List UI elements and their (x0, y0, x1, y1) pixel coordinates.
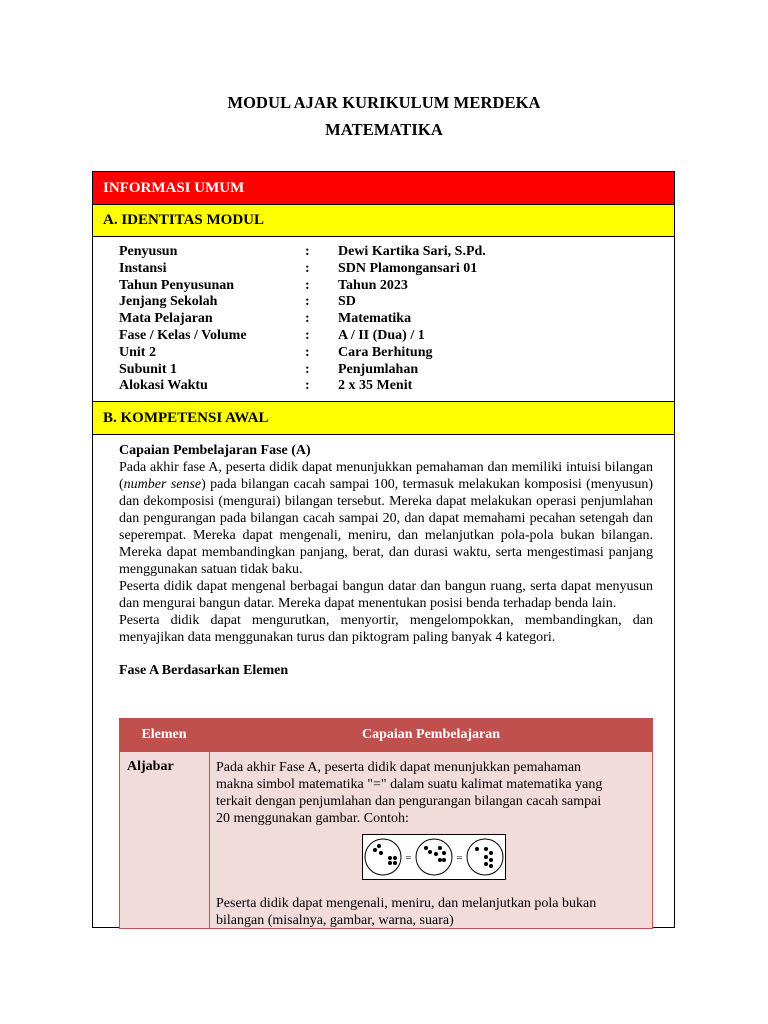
document-subtitle: MATEMATIKA (325, 120, 443, 139)
identitas-value: Tahun 2023 (338, 277, 408, 293)
equals-sign: = (405, 852, 412, 864)
capaian-heading: Capaian Pembelajaran Fase (A) (119, 443, 311, 458)
capaian-line: makna simbol matematika "=" dalam suatu kalimat matematika yang (216, 777, 603, 792)
identitas-value: Matematika (338, 311, 412, 327)
capaian-line: terkait dengan penjumlahan dan pengurangan bilangan cacah sampai (216, 794, 602, 809)
identitas-colon: : (305, 344, 310, 360)
identitas-value: Dewi Kartika Sari, S.Pd. (338, 244, 486, 259)
identitas-key: Alokasi Waktu (119, 378, 208, 394)
identitas-colon: : (305, 327, 310, 343)
identitas-colon: : (305, 277, 310, 293)
identitas-key: Fase / Kelas / Volume (119, 327, 247, 343)
kompetensi-body (119, 442, 653, 679)
identitas-key: Subunit 1 (119, 361, 177, 377)
identitas-value: SD (338, 294, 356, 310)
section-informasi-umum: INFORMASI UMUM (93, 172, 674, 205)
identitas-row (119, 378, 659, 395)
identitas-key: Tahun Penyusunan (119, 277, 235, 293)
paragraph-text: ) pada bilangan cacah sampai 100, termasuk melakukan komposisi (menyusun) dan dekomposisi (mengurai) bilangan tersebut. Mereka dapat melakukan operasi penjumlahan dan pengurangan pada bilangan cacah sampai 20, dan dapat memahami pecahan setengah dan seperempat. Mereka dapat mengenali, meniru, dan melanjutkan pola-pola bukan bilangan. Mereka dapat membandingkan panjang, berat, dan durasi waktu, serta mengestimasi panjang menggunakan satuan tidak baku. (119, 477, 653, 577)
identitas-value: A / II (Dua) / 1 (338, 327, 425, 343)
table-header-capaian: Capaian Pembelajaran (209, 718, 653, 751)
identitas-row (119, 278, 659, 295)
capaian-paragraph-2: Peserta didik dapat mengenal berbagai bangun datar dan bangun ruang, serta dapat menyusun dan mengurai bangun datar. Mereka dapat menentukan posisi benda terhadap benda lain. (119, 579, 653, 611)
table-header-elemen: Elemen (119, 718, 209, 751)
identitas-key: Jenjang Sekolah (119, 294, 218, 310)
identitas-value: Cara Berhitung (338, 344, 433, 360)
identitas-key: Unit 2 (119, 344, 156, 360)
capaian-line: Peserta didik dapat mengenali, meniru, dan melanjutkan pola bukan (216, 896, 597, 911)
identitas-colon: : (305, 361, 310, 377)
identitas-row (119, 244, 659, 261)
section-kompetensi-awal: B. KOMPETENSI AWAL (93, 401, 674, 435)
identitas-colon: : (305, 260, 310, 276)
dot-equation-figure (362, 834, 506, 880)
identitas-colon: : (305, 244, 310, 259)
identitas-key: Mata Pelajaran (119, 311, 213, 327)
identitas-value: Penjumlahan (338, 361, 419, 377)
identitas-colon: : (305, 294, 310, 310)
identitas-row (119, 328, 659, 345)
table-cell-capaian (209, 751, 653, 929)
identitas-colon: : (305, 378, 310, 394)
document-title: MODUL AJAR KURIKULUM MERDEKA (227, 93, 541, 112)
capaian-line: 20 menggunakan gambar. Contoh: (216, 811, 409, 826)
identitas-value: SDN Plamongansari 01 (338, 260, 478, 276)
identitas-colon: : (305, 311, 310, 327)
equals-sign: = (456, 852, 463, 864)
identitas-row (119, 261, 659, 278)
fase-heading: Fase A Berdasarkan Elemen (119, 663, 289, 678)
capaian-line: bilangan (misalnya, gambar, warna, suara) (216, 913, 454, 928)
paragraph-text: Pada akhir fase A, peserta didik dapat menunjukkan pemahaman dan memiliki intuisi bilangan ( (119, 460, 653, 492)
capaian-line: Pada akhir Fase A, peserta didik dapat menunjukkan pemahaman (216, 760, 582, 775)
capaian-paragraph-3: Peserta didik dapat mengurutkan, menyortir, mengelompokkan, membandingkan, dan menyajikan data menggunakan turus dan piktogram paling banyak 4 kategori. (119, 613, 653, 645)
section-identitas-modul: A. IDENTITAS MODUL (93, 204, 674, 237)
module-frame (92, 171, 675, 928)
term-italic: number sense (123, 477, 202, 492)
identitas-list (119, 244, 659, 395)
identitas-row (119, 294, 659, 311)
identitas-key: Penyusun (119, 244, 178, 259)
table-cell-elemen: Aljabar (119, 751, 210, 929)
identitas-key: Instansi (119, 260, 167, 276)
identitas-row (119, 362, 659, 379)
identitas-row (119, 311, 659, 328)
capaian-paragraph-1 (119, 459, 653, 578)
identitas-value: 2 x 35 Menit (338, 378, 413, 394)
identitas-row (119, 345, 659, 362)
elemen-table (119, 718, 653, 929)
